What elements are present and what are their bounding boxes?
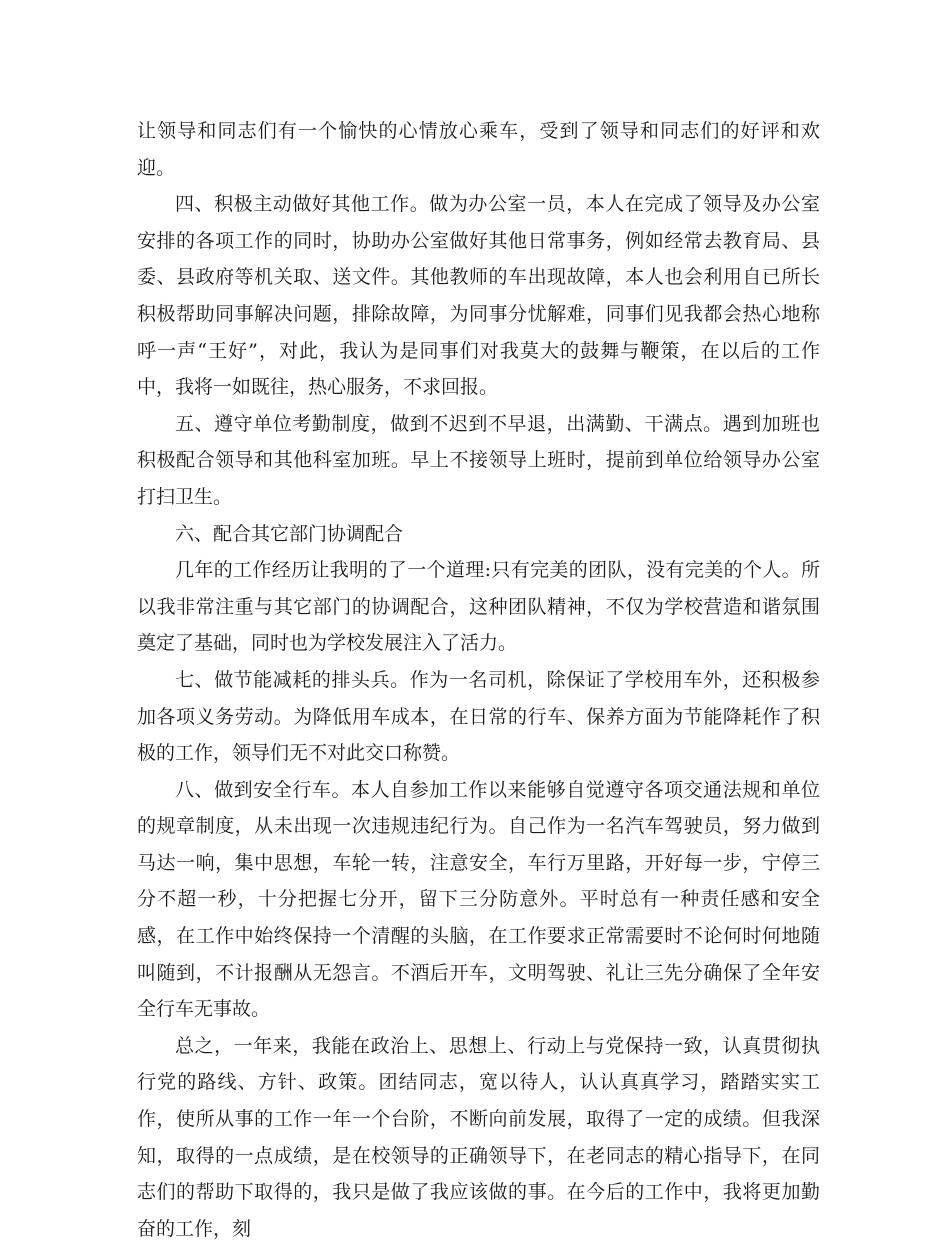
document-body: [137, 113, 820, 1247]
paragraph-teamwork: 几年的工作经历让我明的了一个道理:只有完美的团队，没有完美的个人。所以我非常注重与其它部门的协调配合，这种团队精神，不仅为学校营造和谐氛围奠定了基础，同时也为学校发展注入了活力。: [137, 559, 820, 655]
paragraph-energy-saving: 七、做节能减耗的排头兵。作为一名司机，除保证了学校用车外，还积极参加各项义务劳动。为降低用车成本，在日常的行车、保养方面为节能降耗作了积极的工作，领导们无不对此交口称赞。: [137, 668, 820, 765]
paragraph-coordination-heading: 六、配合其它部门协调配合: [175, 522, 404, 545]
paragraph-safe-driving: 八、做到安全行车。本人自参加工作以来能够自觉遵守各项交通法规和单位的规章制度，从未出现一次违规违纪行为。自己作为一名汽车驾驶员，努力做到马达一响，集中思想，车轮一转，注意安全，车行万里路，开好每一步，宁停三分不超一秒，十分把握七分开，留下三分防意外。平时总有一种责任感和安全感，在工作中始终保持一个清醒的头脑，在工作要求正常需要时不论何时何地随叫随到，不计报酬从无怨言。不酒后开车，文明驾驶、礼让三先分确保了全年安全行车无事故。: [137, 778, 820, 1021]
paragraph-continuation: 让领导和同志们有一个愉快的心情放心乘车，受到了领导和同志们的好评和欢迎。: [137, 120, 820, 179]
paragraph-other-work: 四、积极主动做好其他工作。做为办公室一员，本人在完成了领导及办公室安排的各项工作的同时，协助办公室做好其他日常事务，例如经常去教育局、县委、县政府等机关取、送文件。其他教师的车出现故障，本人也会利用自已所长积极帮助同事解决问题，排除故障，为同事分忧解难，同事们见我都会热心地称呼一声“王好”，对此，我认为是同事们对我莫大的鼓舞与鞭策，在以后的工作中，我将一如既往，热心服务，不求回报。: [137, 193, 820, 399]
paragraph-attendance: 五、遵守单位考勤制度，做到不迟到不早退，出满勤、干满点。遇到加班也积极配合领导和其他科室加班。早上不接领导上班时，提前到单位给领导办公室打扫卫生。: [137, 412, 820, 508]
paragraph-summary: 总之，一年来，我能在政治上、思想上、行动上与党保持一致，认真贯彻执行党的路线、方针、政策。团结同志，宽以待人，认认真真学习，踏踏实实工作，使所从事的工作一年一个台阶，不断向前发展，取得了一定的成绩。但我深知，取得的一点成绩，是在校领导的正确领导下，在老同志的精心指导下，在同志们的帮助下取得的，我只是做了我应该做的事。在今后的工作中，我将更加勤奋的工作，刻: [137, 1034, 820, 1240]
